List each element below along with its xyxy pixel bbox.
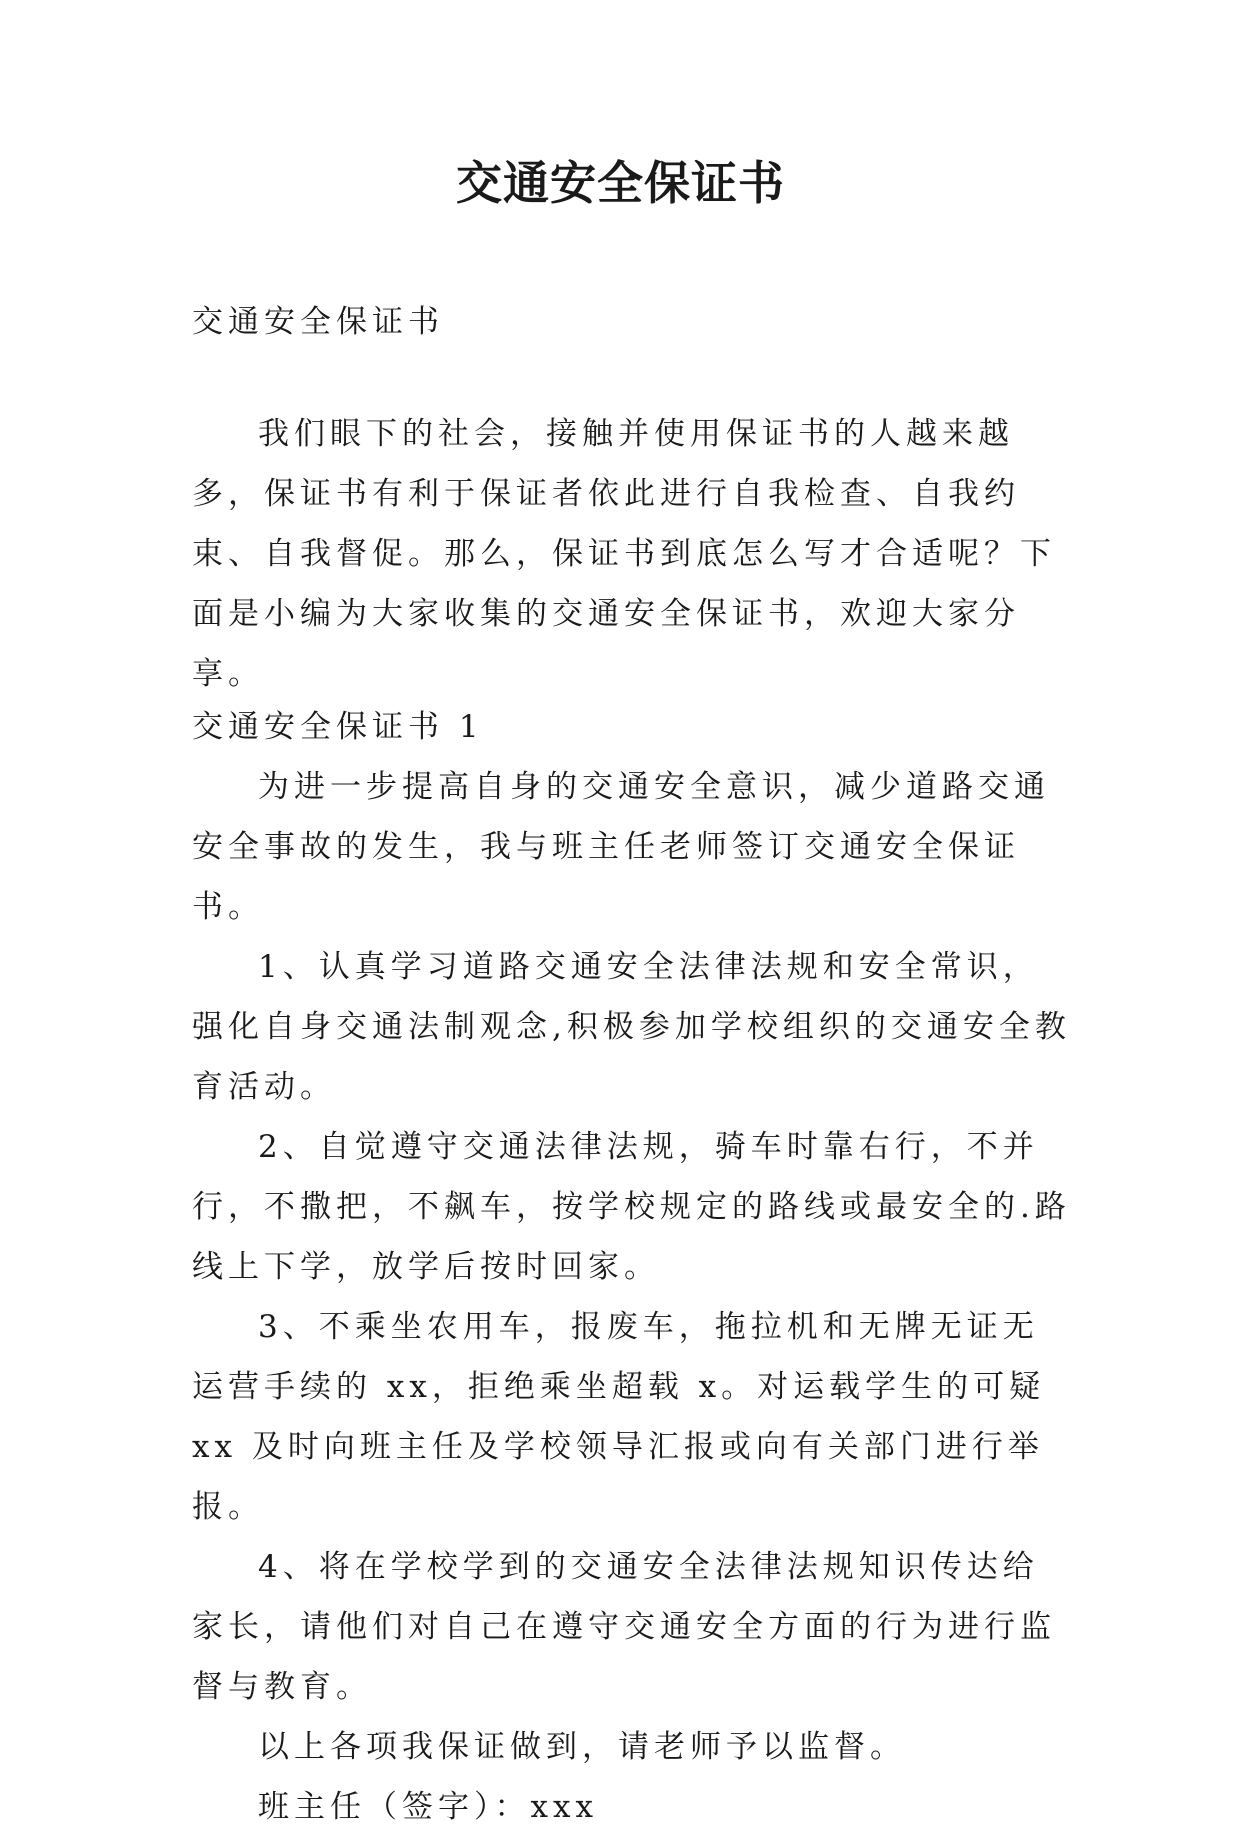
- paragraph-item-4: 4、将在学校学到的交通安全法律法规知识传达给家长，请他们对自己在遵守交通安全方面的行为进行监督与教育。: [192, 1549, 1056, 1705]
- document-subtitle: 交通安全保证书: [192, 304, 444, 340]
- paragraph-item-1: 1、认真学习道路交通安全法律法规和安全常识，强化自身交通法制观念,积极参加学校组织的交通安全教育活动。: [192, 949, 1071, 1105]
- intro-paragraph: [192, 404, 1072, 704]
- paragraph-item-3: 3、不乘坐农用车，报废车，拖拉机和无牌无证无运营手续的 xx，拒绝乘坐超载 x。对运载学生的可疑 xx 及时向班主任及学校领导汇报或向有关部门进行举报。: [192, 1309, 1046, 1525]
- paragraph-item-2: 2、自觉遵守交通法律法规，骑车时靠右行，不并行，不撒把，不飙车，按学校规定的路线或最安全的.路线上下学，放学后按时回家。: [192, 1129, 1071, 1285]
- paragraph-commitment: 以上各项我保证做到，请老师予以监督。: [258, 1729, 906, 1765]
- paragraph-purpose: 为进一步提高自身的交通安全意识，减少道路交通安全事故的发生，我与班主任老师签订交通安全保证书。: [192, 769, 1050, 925]
- intro-text: 我们眼下的社会，接触并使用保证书的人越来越多，保证书有利于保证者依此进行自我检查、自我约束、自我督促。那么，保证书到底怎么写才合适呢？下面是小编为大家收集的交通安全保证书，欢迎大家分享。: [192, 416, 1056, 692]
- section-heading: 交通安全保证书 1: [192, 709, 484, 745]
- document-title: 交通安全保证书: [456, 156, 785, 210]
- signature-line: 班主任（签字）：xxx: [258, 1789, 598, 1825]
- section-1: [192, 697, 1072, 1837]
